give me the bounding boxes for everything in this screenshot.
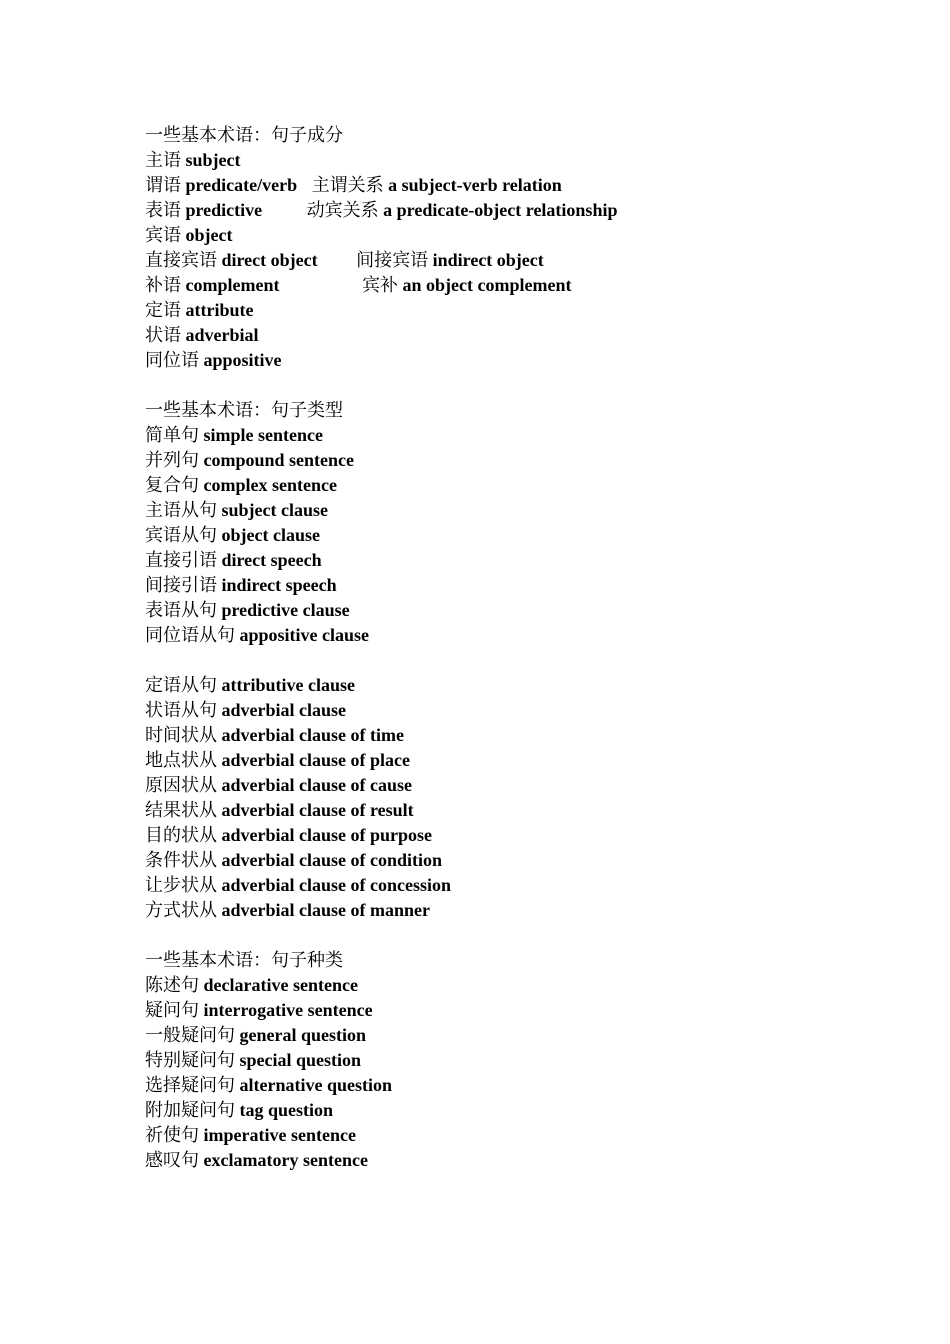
term-line	[145, 623, 905, 648]
relation-term	[312, 173, 562, 198]
term-line	[145, 798, 905, 823]
term-line	[145, 423, 905, 448]
term-cn: 结果状从	[145, 800, 217, 820]
term-line	[145, 823, 905, 848]
term-cn: 附加疑问句	[145, 1100, 235, 1120]
term-line	[145, 1048, 905, 1073]
section-heading-kinds	[145, 948, 905, 973]
term-line	[145, 148, 905, 173]
heading-text: 一些基本术语：句子类型	[145, 400, 343, 420]
term-line	[145, 598, 905, 623]
term-line	[145, 1098, 905, 1123]
term-cn: 间接引语	[145, 575, 217, 595]
term-line	[145, 723, 905, 748]
term-en: attributive clause	[221, 675, 355, 695]
term-cn: 直接引语	[145, 550, 217, 570]
document-body	[145, 123, 905, 1173]
term-line	[145, 873, 905, 898]
term-cn: 感叹句	[145, 1150, 199, 1170]
term-cn: 直接宾语	[145, 250, 217, 270]
term-en: declarative sentence	[203, 975, 358, 995]
relation-en: an object complement	[402, 275, 572, 295]
term-line	[145, 973, 905, 998]
term-cn: 宾语	[145, 225, 181, 245]
relation-en: indirect object	[432, 250, 544, 270]
term-line	[145, 673, 905, 698]
term-cn: 目的状从	[145, 825, 217, 845]
term-en: tag question	[239, 1100, 334, 1120]
term-en: indirect speech	[221, 575, 337, 595]
term-en: adverbial clause of purpose	[221, 825, 433, 845]
term-cn: 选择疑问句	[145, 1075, 235, 1095]
term-line	[145, 1023, 905, 1048]
term-line	[145, 773, 905, 798]
types-list	[145, 423, 905, 648]
term-cn: 同位语从句	[145, 625, 235, 645]
term-cn: 状语从句	[145, 700, 217, 720]
term-en: appositive	[203, 350, 282, 370]
term-line	[145, 748, 905, 773]
term-en: adverbial clause of time	[221, 725, 404, 745]
term-line	[145, 298, 905, 323]
term-line	[145, 198, 905, 223]
term-en: object clause	[221, 525, 320, 545]
term-line	[145, 998, 905, 1023]
term-cn: 主语	[145, 150, 181, 170]
term-cn: 让步状从	[145, 875, 217, 895]
term-line	[145, 1148, 905, 1173]
term-en: subject clause	[221, 500, 328, 520]
term-cn: 原因状从	[145, 775, 217, 795]
term-line	[145, 448, 905, 473]
term-en: predicate/verb	[185, 175, 298, 195]
term-line	[145, 348, 905, 373]
term-cn: 陈述句	[145, 975, 199, 995]
term-en: imperative sentence	[203, 1125, 356, 1145]
term-cn: 谓语	[145, 175, 181, 195]
section-heading-components	[145, 123, 905, 148]
relation-term	[362, 273, 571, 298]
term-line	[145, 173, 905, 198]
term-cn: 定语	[145, 300, 181, 320]
term-cn: 条件状从	[145, 850, 217, 870]
term-en: interrogative sentence	[203, 1000, 373, 1020]
term-line	[145, 523, 905, 548]
term-en: complex sentence	[203, 475, 337, 495]
relation-cn: 宾补	[361, 275, 398, 295]
term-en: adverbial clause	[221, 700, 346, 720]
blank-line	[145, 648, 905, 673]
relation-term	[307, 198, 618, 223]
section-heading-types	[145, 398, 905, 423]
term-en: predictive	[185, 200, 263, 220]
relation-cn: 动宾关系	[306, 200, 379, 220]
term-cn: 复合句	[145, 475, 199, 495]
term-cn: 地点状从	[145, 750, 217, 770]
term-en: simple sentence	[203, 425, 323, 445]
relation-en: a subject-verb relation	[388, 175, 562, 195]
term-cn: 简单句	[145, 425, 199, 445]
term-en: subject	[185, 150, 241, 170]
term-en: complement	[185, 275, 280, 295]
term-line	[145, 848, 905, 873]
relation-cn: 间接宾语	[356, 250, 429, 270]
term-line	[145, 498, 905, 523]
kinds-list	[145, 973, 905, 1173]
term-cn: 疑问句	[145, 1000, 199, 1020]
term-en: adverbial clause of concession	[221, 875, 451, 895]
clauses-list	[145, 673, 905, 923]
term-en: special question	[239, 1050, 362, 1070]
term-en: adverbial clause of result	[221, 800, 414, 820]
term-cn: 祈使句	[145, 1125, 199, 1145]
term-en: adverbial clause of place	[221, 750, 410, 770]
term-line	[145, 548, 905, 573]
term-en: predictive clause	[221, 600, 350, 620]
blank-line	[145, 923, 905, 948]
relation-cn: 主谓关系	[311, 175, 384, 195]
term-line	[145, 248, 905, 273]
term-en: adverbial	[185, 325, 259, 345]
term-cn: 宾语从句	[145, 525, 217, 545]
term-cn: 定语从句	[145, 675, 217, 695]
heading-text: 一些基本术语：句子种类	[145, 950, 343, 970]
term-en: general question	[239, 1025, 367, 1045]
term-line	[145, 1123, 905, 1148]
term-en: adverbial clause of condition	[221, 850, 443, 870]
term-en: compound sentence	[203, 450, 355, 470]
term-cn: 一般疑问句	[145, 1025, 235, 1045]
term-cn: 特别疑问句	[145, 1050, 235, 1070]
term-en: appositive clause	[239, 625, 370, 645]
term-cn: 并列句	[145, 450, 199, 470]
term-en: adverbial clause of cause	[221, 775, 412, 795]
term-en: direct object	[221, 250, 318, 270]
term-line	[145, 898, 905, 923]
term-cn: 主语从句	[145, 500, 217, 520]
term-cn: 补语	[145, 275, 181, 295]
term-cn: 表语	[145, 200, 181, 220]
term-cn: 同位语	[145, 350, 199, 370]
term-en: attribute	[185, 300, 254, 320]
term-line	[145, 473, 905, 498]
term-cn: 时间状从	[145, 725, 217, 745]
term-en: object	[185, 225, 233, 245]
relation-en: a predicate-object relationship	[383, 200, 618, 220]
term-cn: 方式状从	[145, 900, 217, 920]
relation-term	[356, 248, 544, 273]
term-line	[145, 698, 905, 723]
term-en: alternative question	[239, 1075, 392, 1095]
term-cn: 状语	[145, 325, 181, 345]
blank-line	[145, 373, 905, 398]
term-line	[145, 223, 905, 248]
heading-text: 一些基本术语：句子成分	[145, 125, 343, 145]
term-en: exclamatory sentence	[203, 1150, 368, 1170]
term-en: adverbial clause of manner	[221, 900, 430, 920]
term-line	[145, 323, 905, 348]
term-cn: 表语从句	[145, 600, 217, 620]
term-line	[145, 273, 905, 298]
term-line	[145, 573, 905, 598]
term-line	[145, 1073, 905, 1098]
term-en: direct speech	[221, 550, 322, 570]
